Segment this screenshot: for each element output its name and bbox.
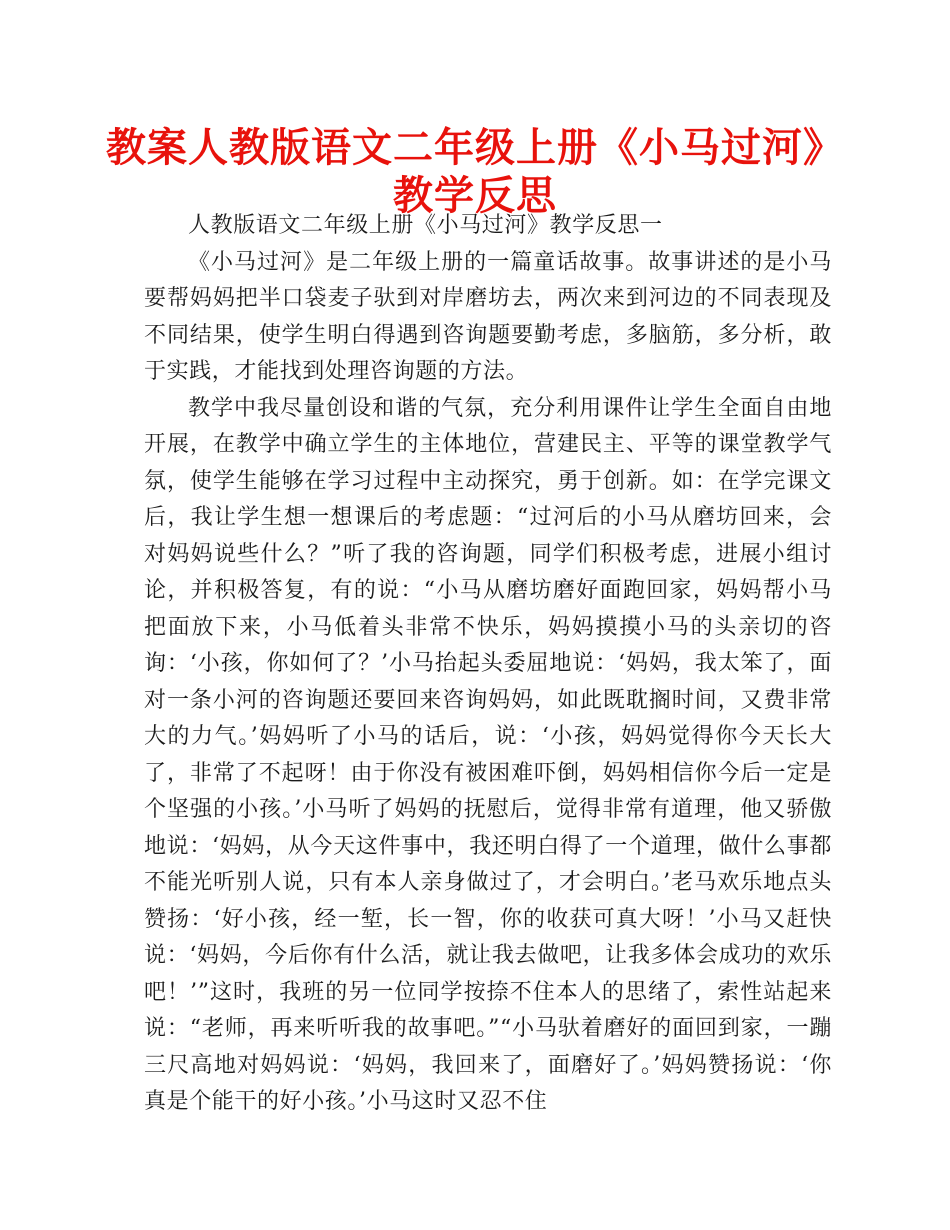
document-title-line-2: 教学反思 [393,173,557,219]
document-title-line-1: 教案人教版语文二年级上册《小马过河》 [106,125,844,171]
document-body [144,208,832,1121]
body-paragraph: 《小马过河》是二年级上册的一篇童话故事。故事讲述的是小马要帮妈妈把半口袋麦子驮到对岸磨坊去，两次来到河边的不同表现及不同结果，使学生明白得遇到咨询题要勤考虑，多脑筋，多分析，敢于实践，才能找到处理咨询题的方法。 [144,249,832,384]
body-paragraph: 教学中我尽量创设和谐的气氛，充分利用课件让学生全面自由地开展，在教学中确立学生的主体地位，营建民主、平等的课堂教学气氛，使学生能够在学习过程中主动探究，勇于创新。如：在学完课文后，我让学生想一想课后的考虑题：“过河后的小马从磨坊回来，会对妈妈说些什么？”听了我的咨询题，同学们积极考虑，进展小组讨论，并积极答复，有的说：“小马从磨坊磨好面跑回家，妈妈帮小马把面放下来，小马低着头非常不快乐，妈妈摸摸小马的头亲切的咨询：‘小孩，你如何了？’小马抬起头委屈地说：‘妈妈，我太笨了，面对一条小河的咨询题还要回来咨询妈妈，如此既耽搁时间，又费非常大的力气。’妈妈听了小马的话后，说：‘小孩，妈妈觉得你今天长大了，非常了不起呀！由于你没有被困难吓倒，妈妈相信你今后一定是个坚强的小孩。’小马听了妈妈的抚慰后，觉得非常有道理，他又骄傲地说：‘妈妈，从今天这件事中，我还明白得了一个道理，做什么事都不能光听别人说，只有本人亲身做过了，才会明白。’老马欢乐地点头赞扬：‘好小孩，经一堑，长一智，你的收获可真大呀！’小马又赶快说：‘妈妈，今后你有什么活，就让我去做吧，让我多体会成功的欢乐吧！’”这时，我班的另一位同学按捺不住本人的思绪了，索性站起来说：“老师，再来听听我的故事吧。”“小马驮着磨好的面回到家，一蹦三尺高地对妈妈说：‘妈妈，我回来了，面磨好了。’妈妈赞扬说：‘你真是个能干的好小孩。’小马这时又忍不住 [144,395,832,1114]
subtitle-paragraph: 人教版语文二年级上册《小马过河》教学反思一 [188,213,663,238]
